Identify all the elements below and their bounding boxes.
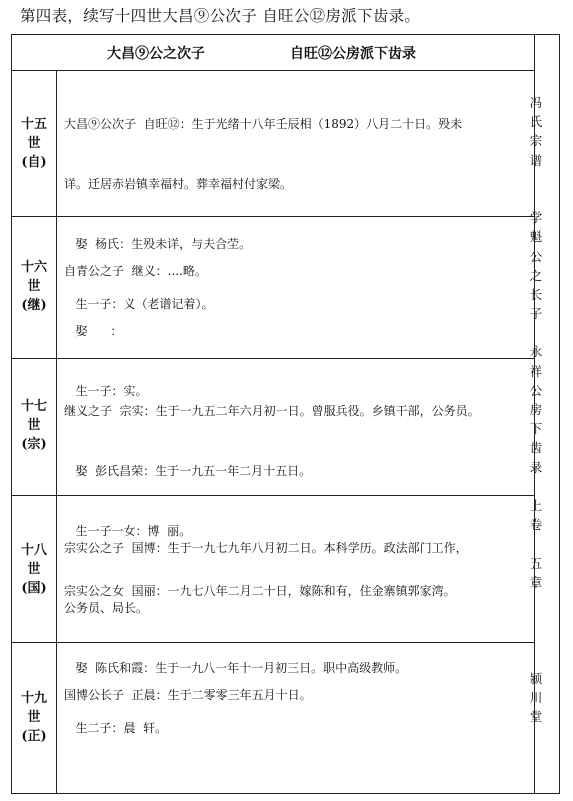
entry-line: 娶 陈氏和霞：生于一九八一年十一月初三日。职中高级教师。 [64, 661, 408, 675]
entry-line: 生一子一女：博 丽。 [64, 524, 192, 538]
entry-line: 娶 彭氏昌荣：生于一九五一年二月十五日。 [64, 464, 312, 478]
entry-line: 自青公之子 继义：....略。 [64, 264, 207, 278]
entry-line: 生一子：实。 [64, 384, 148, 398]
table-header [12, 35, 534, 70]
generation-label: 十九 世 (正) [20, 691, 47, 744]
entry-line: 生一子：义（老谱记着）。 [64, 297, 214, 311]
page-title: 第四表，续写十四世大昌⑨公次子 自旺公⑫房派下齿录。 [20, 7, 421, 25]
entry-line: 宗实公之女 国丽：一九七八年二月二十日，嫁陈和有，住金寨镇郭家湾。 [64, 584, 456, 598]
entry-line: 娶 杨氏：生殁未详，与夫合茔。 [64, 237, 252, 251]
entry-line: 娶 ： [64, 324, 123, 338]
entry-line: 宗实公之子 国博：生于一九七九年八月初二日。本科学历。政法部门工作， [64, 541, 468, 555]
header-left: 大昌⑨公之次子 [107, 46, 205, 62]
entry-line: 继义之子 宗实：生于一九五二年六月初一日。曾服兵役。乡镇干部，公务员。 [64, 404, 480, 418]
table-divider [56, 70, 57, 793]
entry-line: 公务员、局长。 [64, 601, 149, 615]
generation-label: 十八 世 (国) [20, 543, 47, 596]
generation-label: 十七 世 (宗) [20, 399, 47, 452]
generation-label: 十五 世 (自) [20, 117, 47, 170]
genealogy-table [11, 34, 560, 794]
generation-entry [64, 645, 312, 745]
header-right: 自旺⑫公房派下齿录 [290, 46, 416, 62]
entry-line: 详。迁居赤岩镇幸福村。葬幸福村付家梁。 [64, 177, 293, 191]
entry-line: 国博公长子 正晨：生于二零零三年五月十日。 [64, 688, 312, 702]
entry-line: 生二子：晨 轩。 [64, 721, 168, 735]
table-divider [12, 70, 534, 71]
entry-line: 大昌⑨公次子 自旺⑫：生于光绪十八年壬辰相（1892）八月二十日。殁未 [64, 117, 463, 131]
side-title: 冯 氏 宗 谱 学 魁 公 之 长 子 永 祥 公 房 下 齿 录 上 卷 五 章 颍 川 堂 [529, 95, 543, 724]
generation-label: 十六 世 (继) [20, 260, 47, 313]
